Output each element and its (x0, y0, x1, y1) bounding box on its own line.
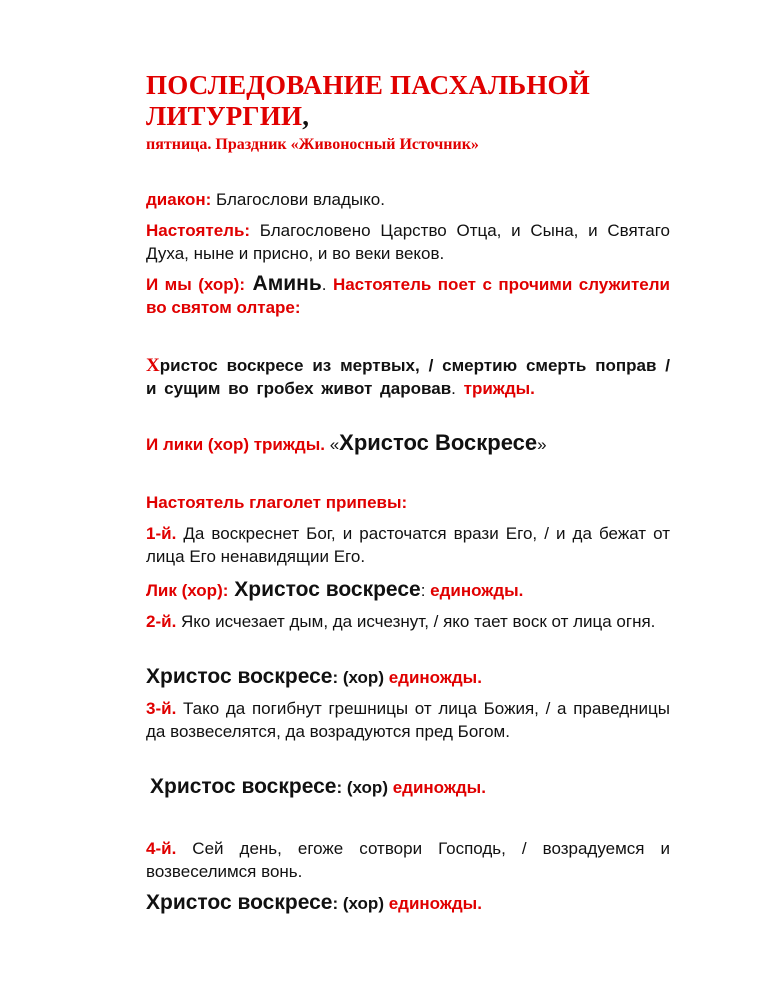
page-title (146, 70, 666, 132)
verse-4: 4-й. Сей день, егоже сотвори Господь, / возрадуемся и возвеселимся вонь. (146, 839, 670, 881)
page-subtitle: пятница. Праздник «Живоносный Источник» (146, 136, 479, 153)
verse-1: 1-й. Да воскреснет Бог, и расточатся врази Его, / и да бежат от лица Его ненавидящии Его. (146, 524, 670, 566)
rector-refrains-heading: Настоятель глаголет припевы: (146, 493, 408, 512)
rector-blessing: Настоятель: Благословено Царство Отца, и Сына, и Святаго Духа, ныне и присно, и во веки веков. (146, 221, 670, 263)
choir-amen: И мы (хор): Аминь. Настоятель поет с прочими служители во святом олтаре: (146, 272, 670, 317)
deacon-line: диакон: Благослови владыко. (146, 190, 385, 209)
verse-2: 2-й. Яко исчезает дым, да исчезнут, / яко тает воск от лица огня. (146, 612, 656, 631)
troparion: Христос воскресе из мертвых, / смертию смерть поправ / и сущим во гробех живот даровав. трижды. (146, 355, 670, 398)
lik-response: Лик (хор): Христос воскресе: единожды. (146, 578, 524, 601)
response-4: Христос воскресе: (хор) единожды. (146, 891, 482, 914)
faces-thrice: И лики (хор) трижды. «Христос Воскресе» (146, 430, 547, 455)
verse-3: 3-й. Тако да погибнут грешницы от лица Божия, / а праведницы да возвеселятся, да возрадуются пред Богом. (146, 699, 670, 741)
response-3: Христос воскресе: (хор) единожды. (150, 775, 486, 798)
title-line-1: ПОСЛЕДОВАНИЕ ПАСХАЛЬНОЙ (146, 70, 590, 100)
title-line-2: ЛИТУРГИИ, (146, 101, 310, 131)
response-2: Христос воскресе: (хор) единожды. (146, 665, 482, 688)
